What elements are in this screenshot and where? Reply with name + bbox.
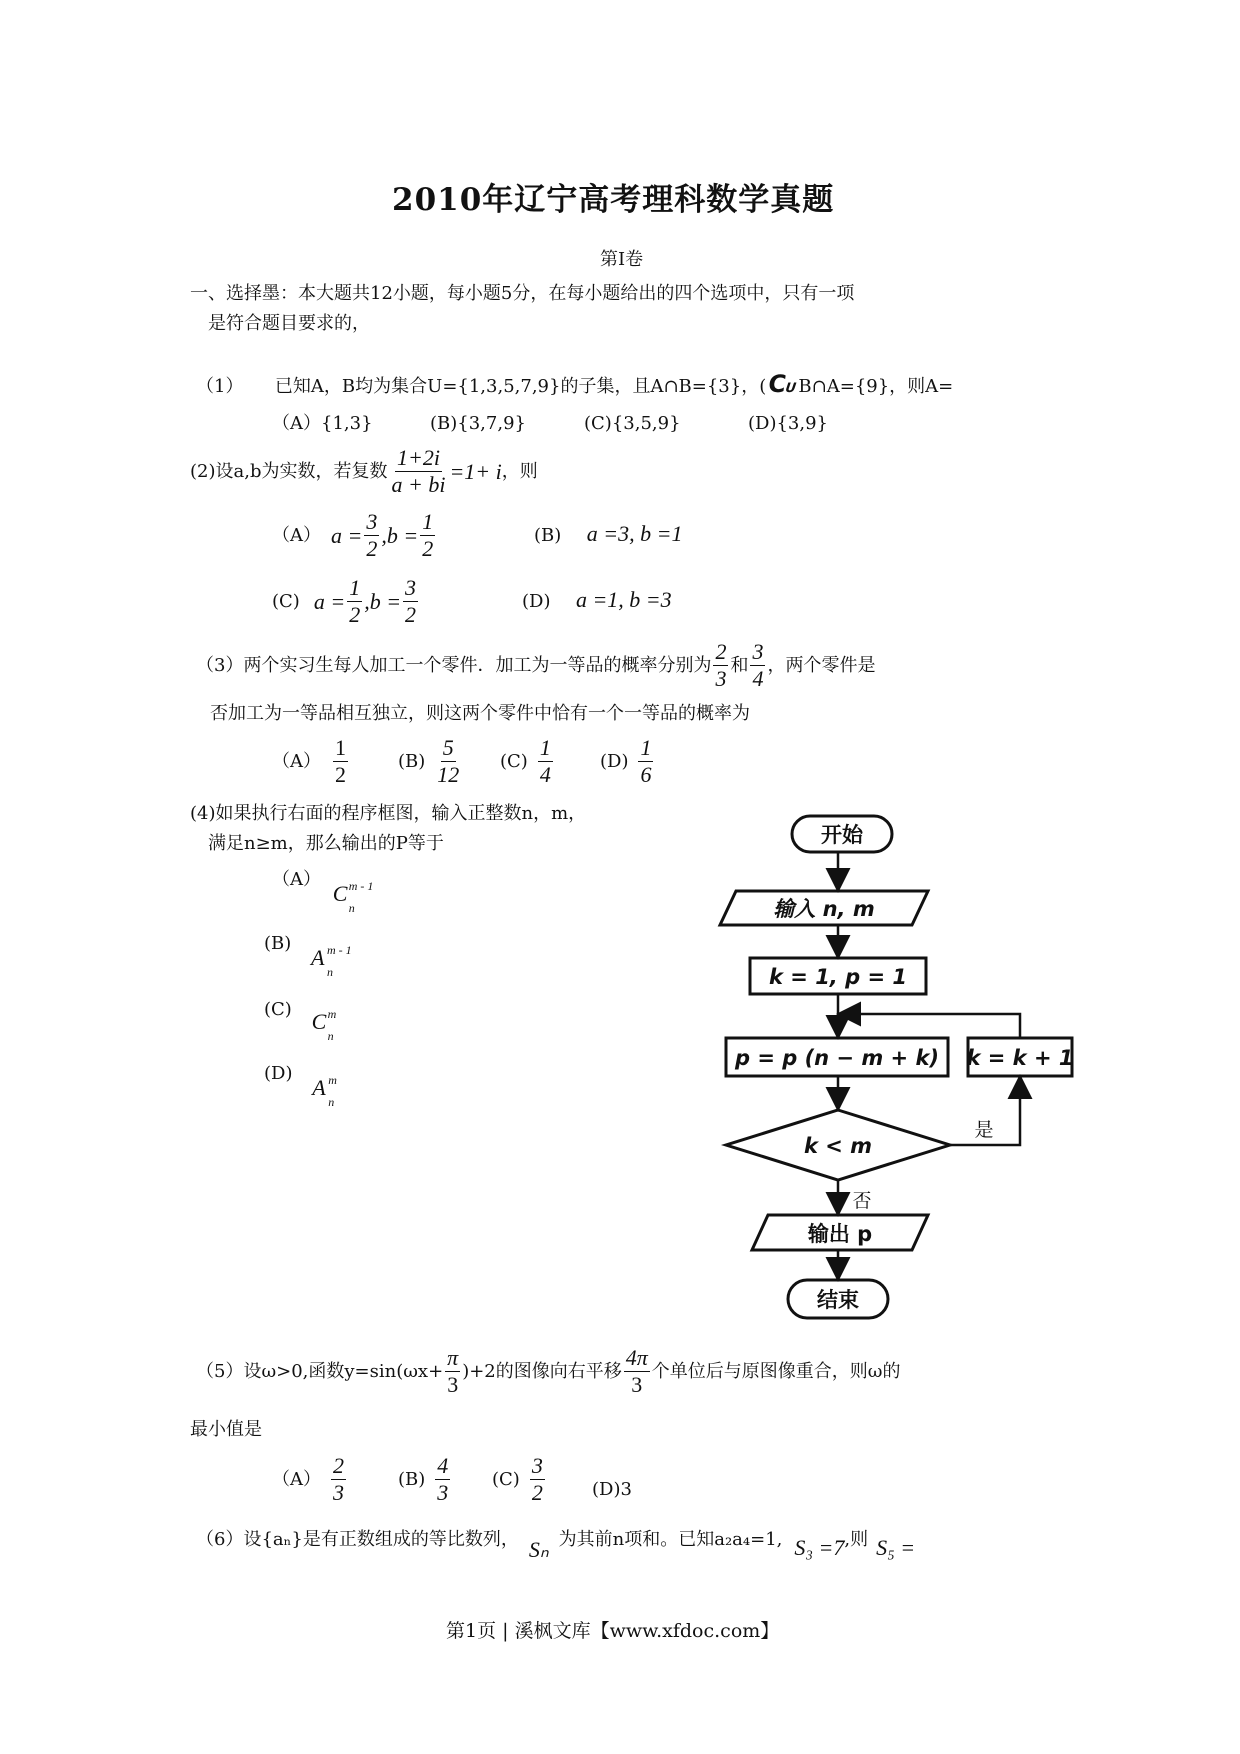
section-instruction-line1: 一、选择墨：本大题共12小题，每小题5分，在每小题给出的四个选项中，只有一项: [190, 283, 855, 304]
q2-option-c: [272, 576, 420, 627]
combination-symbol: C m - 1 n: [332, 879, 374, 915]
flow-condition-label: k < m: [803, 1134, 873, 1158]
equation-rhs: =1+ i: [449, 458, 502, 484]
program-flowchart: [700, 800, 1100, 1330]
flow-output-label: 输出 p: [807, 1222, 873, 1246]
question-text: （6）设{aₙ}是有正数组成的等比数列，: [196, 1529, 519, 1550]
fraction: $\frac{1}{4}$: [539, 735, 551, 787]
question-text: 已知A，B均为集合U={1,3,5,7,9}的子集，且A∩B={3}，(: [274, 376, 767, 397]
question-number: （1）: [196, 376, 244, 397]
fraction: $\frac{1}{2}$: [349, 575, 361, 627]
option-label: (C): [272, 590, 300, 612]
fraction: $\frac{4}{3}$: [437, 1453, 449, 1505]
loop-back-arrow: [841, 1014, 1020, 1038]
question-3: [196, 640, 875, 691]
question-6: [196, 1526, 916, 1562]
s5-expression: S₅ =: [876, 1535, 916, 1560]
q5-option-d: (D)3: [592, 1479, 632, 1500]
fraction: $\frac{4\pi}{3}$: [625, 1345, 648, 1397]
question-text-tail: B∩A={9}，则A=: [798, 376, 954, 397]
question-text: (2)设a,b为实数，若复数: [190, 460, 388, 482]
q1-option-b: (B){3,7,9}: [430, 413, 526, 434]
q3-option-a: （A） $\frac{1}{2}$: [272, 735, 346, 787]
option-math: ,b =: [381, 522, 419, 548]
question-text: （3）两个实习生每人加工一个零件．加工为一等品的概率分别为: [196, 654, 712, 676]
section-instruction-line2: 是符合题目要求的，: [208, 313, 370, 334]
q2-option-b: [534, 522, 682, 548]
combination-symbol: C m n: [311, 1007, 337, 1043]
q3-option-d: (D) $\frac{1}{6}$: [600, 735, 652, 787]
flow-end-label: 结束: [817, 1288, 859, 1312]
q4-option-d: (D) A m n: [264, 1062, 372, 1103]
flow-init-label: k = 1, p = 1: [769, 965, 907, 989]
fraction: $\frac{3}{2}$: [531, 1453, 543, 1505]
question-5: [196, 1346, 900, 1397]
option-math: ,b =: [364, 588, 402, 614]
flow-no-label: 否: [852, 1190, 872, 1212]
fraction: $\frac{1}{2}$: [335, 735, 346, 787]
question-text-tail: ，两个零件是: [767, 654, 876, 676]
fraction: $\frac{1}{2}$: [422, 509, 434, 561]
q1-option-d: (D){3,9}: [748, 413, 829, 434]
q5-option-c: (C) $\frac{3}{2}$: [492, 1453, 543, 1505]
fraction: $\frac{3}{4}$: [752, 639, 764, 691]
s3-condition: S₃ =7: [794, 1535, 845, 1560]
flow-start-label: 开始: [821, 823, 863, 847]
q2-option-a: [272, 510, 437, 561]
question-4-line2: 满足n≥m，那么输出的P等于: [208, 833, 444, 854]
page-title: 2010年辽宁高考理科数学真题: [392, 182, 835, 218]
fraction: $\frac{5}{12}$: [437, 735, 460, 787]
question-text-tail: 个单位后与原图像重合，则ω的: [651, 1360, 901, 1382]
fraction: $\frac{3}{2}$: [405, 575, 417, 627]
q4-option-c: (C) C m n: [264, 998, 372, 1039]
flow-yes-label: 是: [974, 1119, 994, 1141]
q1-option-c: (C){3,5,9}: [584, 413, 681, 434]
option-math: a =3, b =1: [586, 521, 683, 546]
q2-option-d: [522, 588, 672, 614]
fraction: $\frac{3}{2}$: [366, 509, 378, 561]
fraction: $\frac{1}{6}$: [640, 735, 652, 787]
arrangement-symbol: A m - 1 n: [311, 943, 352, 979]
q5-option-b: (B) $\frac{4}{3}$: [398, 1453, 449, 1505]
q1-option-a: （A）{1,3}: [272, 413, 373, 434]
option-label: (D): [522, 591, 551, 612]
option-math: a =: [313, 588, 346, 614]
fraction: $\frac{2}{3}$: [333, 1453, 344, 1505]
option-math: a =1, b =3: [575, 587, 672, 612]
q4-option-b: (B) A m - 1 n: [264, 932, 371, 973]
flow-increment-label: k = k + 1: [966, 1046, 1074, 1070]
q3-option-b: (B) $\frac{5}{12}$: [398, 735, 460, 787]
question-tail: ，则: [501, 460, 538, 482]
question-text: 为其前n项和。已知a₂a₄=1,: [558, 1529, 783, 1550]
option-math: a =: [331, 522, 363, 548]
q5-option-a: （A） $\frac{2}{3}$: [272, 1453, 344, 1505]
q3-option-c: (C) $\frac{1}{4}$: [500, 735, 551, 787]
page-footer: 第1页 | 溪枫文库【www.xfdoc.com】: [446, 1620, 780, 1642]
option-label: (B): [534, 525, 562, 546]
sum-symbol: Sₙ: [528, 1537, 549, 1562]
fraction: $\frac{\pi}{3}$: [447, 1345, 459, 1397]
question-1: [196, 372, 953, 401]
arrangement-symbol: A m n: [312, 1073, 337, 1109]
question-text: （5）设ω>0,函数y=sin(ωx+: [196, 1360, 444, 1382]
option-label: （A）: [272, 524, 321, 546]
question-text: )+2的图像向右平移: [462, 1360, 622, 1382]
flow-update-label: p = p (n − m + k): [734, 1046, 940, 1070]
complement-symbol: CU: [766, 370, 798, 398]
question-text: ,则: [844, 1529, 869, 1550]
question-2: [190, 446, 538, 497]
question-4-line1: (4)如果执行右面的程序框图，输入正整数n，m，: [190, 803, 587, 824]
question-5-line2: 最小值是: [190, 1419, 262, 1440]
question-3-line2: 否加工为一等品相互独立，则这两个零件中恰有一个一等品的概率为: [210, 703, 750, 724]
flow-input-label: 输入 n, m: [773, 897, 875, 921]
fraction: $\frac{2}{3}$: [715, 639, 727, 691]
volume-label: 第Ⅰ卷: [600, 249, 644, 270]
conjunction: 和: [730, 654, 749, 676]
complex-fraction: $\frac{1+2i}{a + bi}$: [391, 445, 446, 497]
q4-option-a: （A） C m - 1 n: [272, 868, 393, 909]
